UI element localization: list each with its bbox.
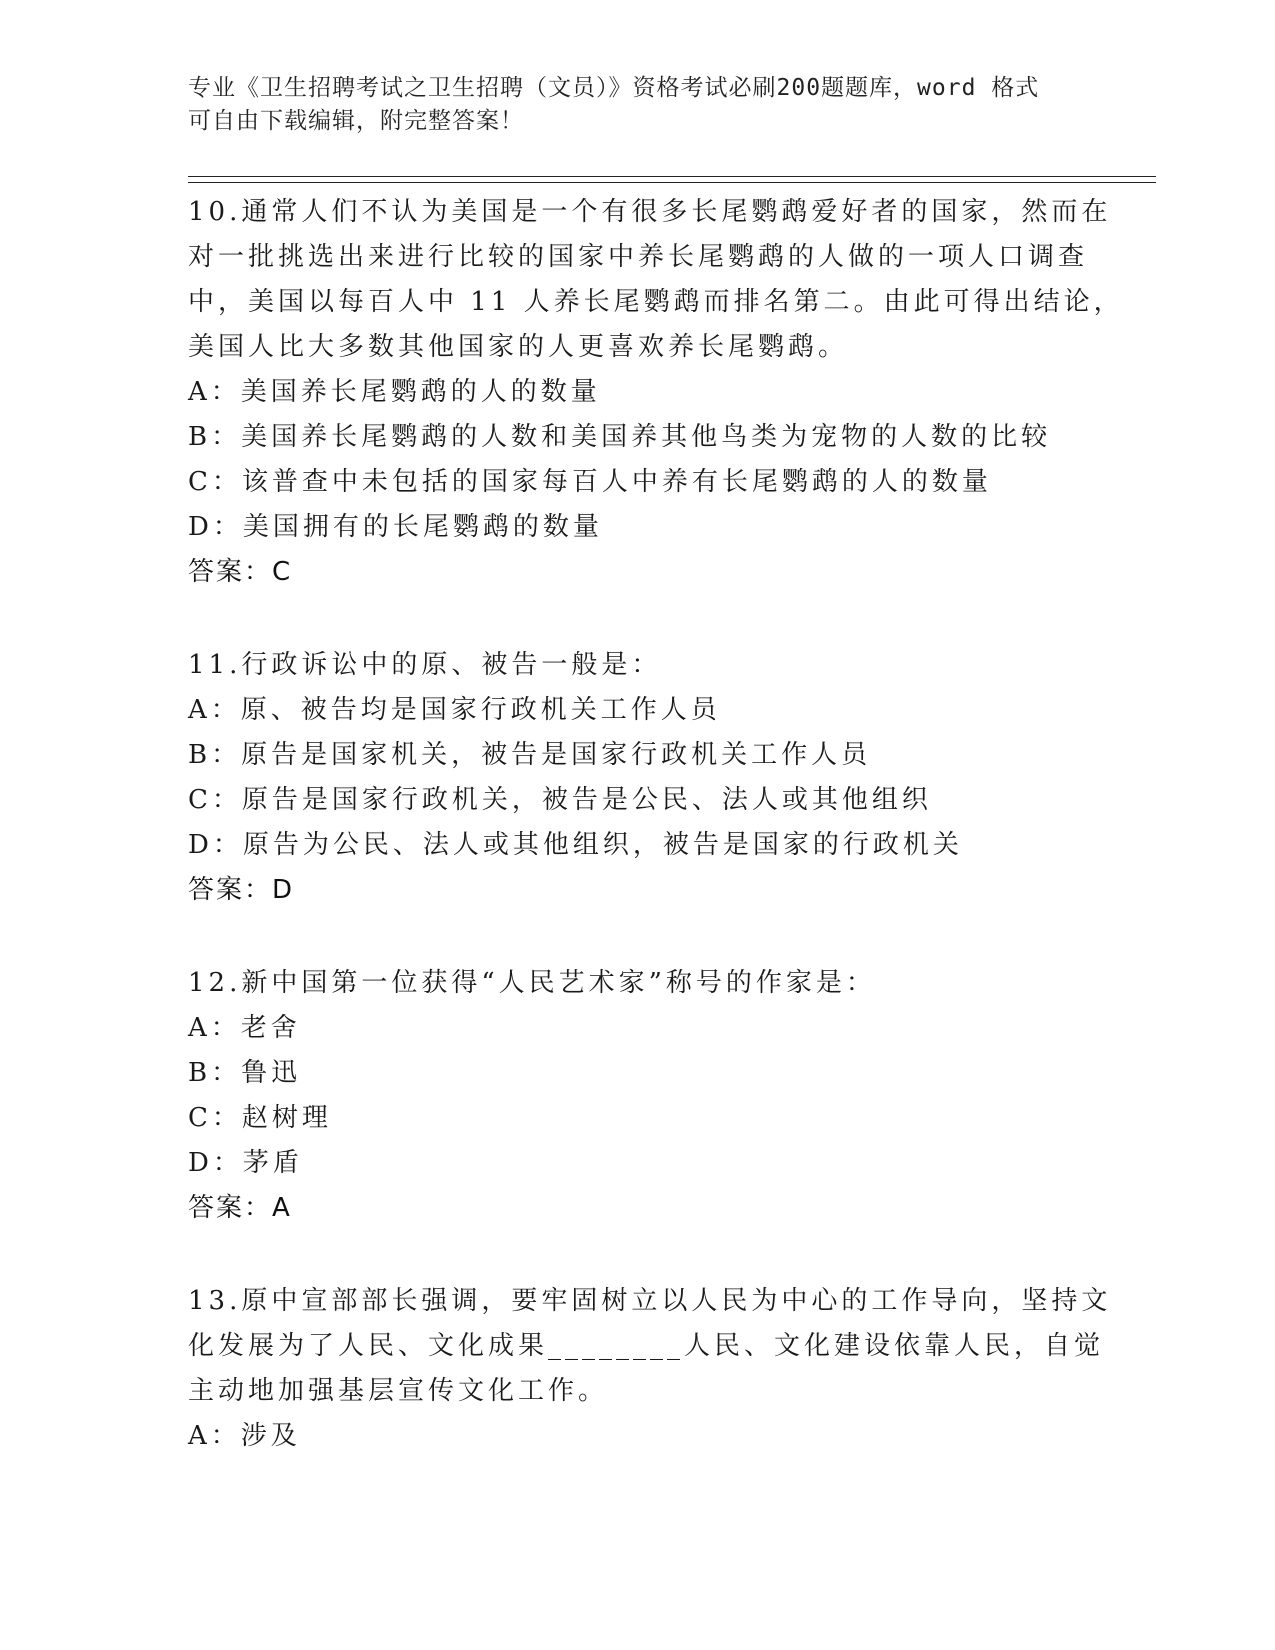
question-13 bbox=[188, 1279, 1112, 1459]
option-a: A：美国养长尾鹦鹉的人的数量 bbox=[188, 377, 601, 407]
option-c: C：赵树理 bbox=[188, 1103, 332, 1133]
question-text: 中，美国以每百人中 11 人养长尾鹦鹉而排名第二。由此可得出结论， bbox=[188, 287, 1124, 317]
option-b: B：美国养长尾鹦鹉的人数和美国养其他鸟类为宠物的人数的比较 bbox=[188, 422, 1052, 452]
header-line-1: 专业《卫生招聘考试之卫生招聘（文员）》资格考试必刷200题题库，word 格式 bbox=[188, 75, 1040, 101]
option-b: B：原告是国家机关，被告是国家行政机关工作人员 bbox=[188, 740, 872, 770]
question-12 bbox=[188, 961, 1088, 1231]
question-text: 11.行政诉讼中的原、被告一般是： bbox=[188, 650, 662, 680]
question-10 bbox=[188, 190, 1124, 595]
option-c: C：原告是国家行政机关，被告是公民、法人或其他组织 bbox=[188, 785, 932, 815]
option-b: B：鲁迅 bbox=[188, 1058, 302, 1088]
option-a: A：原、被告均是国家行政机关工作人员 bbox=[188, 695, 721, 725]
answer: 答案：A bbox=[188, 1193, 292, 1223]
question-text: 10.通常人们不认为美国是一个有很多长尾鹦鹉爱好者的国家，然而在 bbox=[188, 197, 1112, 227]
option-d: D：美国拥有的长尾鹦鹉的数量 bbox=[188, 512, 603, 542]
option-c: C：该普查中未包括的国家每百人中养有长尾鹦鹉的人的数量 bbox=[188, 467, 992, 497]
header-line-2: 可自由下载编辑，附完整答案！ bbox=[188, 108, 524, 134]
question-text: 13.原中宣部部长强调，要牢固树立以人民为中心的工作导向，坚持文 bbox=[188, 1286, 1112, 1316]
option-d: D：原告为公民、法人或其他组织，被告是国家的行政机关 bbox=[188, 830, 963, 860]
option-a: A：老舍 bbox=[188, 1013, 301, 1043]
question-list bbox=[188, 190, 1124, 1507]
answer: 答案：D bbox=[188, 875, 295, 905]
question-11 bbox=[188, 643, 1088, 913]
question-text: 美国人比大多数其他国家的人更喜欢养长尾鹦鹉。 bbox=[188, 332, 849, 362]
page-header bbox=[188, 72, 1068, 138]
header-divider bbox=[188, 176, 1156, 183]
answer: 答案：C bbox=[188, 557, 293, 587]
question-text: 12.新中国第一位获得“人民艺术家”称号的作家是： bbox=[188, 968, 876, 998]
question-text: 主动地加强基层宣传文化工作。 bbox=[188, 1376, 609, 1406]
question-text: 化发展为了人民、文化成果________人民、文化建设依靠人民，自觉 bbox=[188, 1331, 1105, 1361]
option-d: D：茅盾 bbox=[188, 1148, 303, 1178]
option-a: A：涉及 bbox=[188, 1421, 301, 1451]
question-text: 对一批挑选出来进行比较的国家中养长尾鹦鹉的人做的一项人口调查 bbox=[188, 242, 1089, 272]
